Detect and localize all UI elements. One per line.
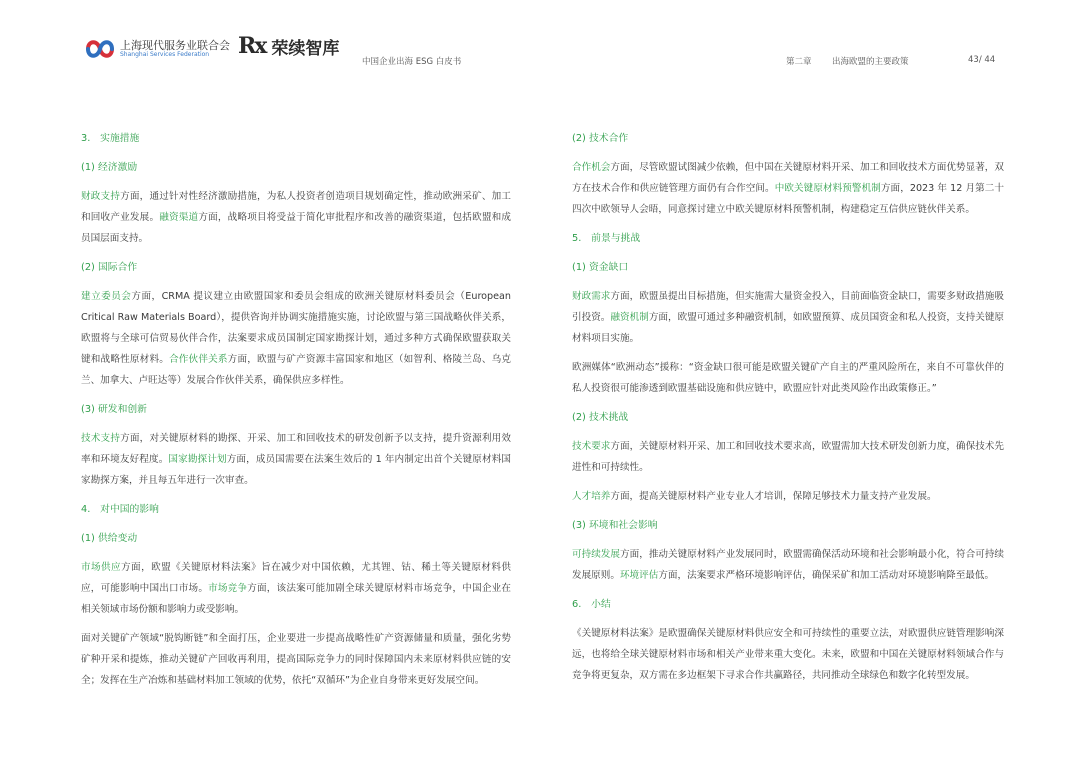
keyword: 市场供应 <box>81 562 122 573</box>
ssf-logo <box>84 36 230 62</box>
page-number: 43/ 44 <box>968 55 996 65</box>
paragraph <box>572 486 1004 507</box>
subsection-heading: (2) 国际合作 <box>81 262 138 273</box>
text: 方面，提高关键原材料产业专业人才培训，保障足够技术力量支持产业发展。 <box>610 491 937 502</box>
text: 方面，成员国需要在法案生效后的 1 年内制定出首个关键原材料国家勘探方案，并且每五年进行一次审查。 <box>81 454 512 486</box>
right-column <box>572 128 1004 686</box>
subsection-heading: (1) 供给变动 <box>81 533 138 544</box>
subsection-heading: (3) 环境和社会影响 <box>572 520 658 531</box>
chapter-label: 第二章 <box>786 57 812 67</box>
text: 方面，尽管欧盟试图减少依赖，但中国在关键原材料开采、加工和回收技术方面优势显著，双方在技术合作和供应链管理方面仍有合作空间。 <box>572 162 1005 194</box>
paragraph: 面对关键矿产领域“脱钩断链”和全面打压，企业要进一步提高战略性矿产资源储量和质量，强化劣势矿种开采和提炼，推动关键矿产回收再利用，提高国际竞争力的同时保障国内未来原材料供应链的安全；发挥在生产冶炼和基础材料加工领域的优势，依托“双循环”为企业自身带来更好发展空间。 <box>81 633 511 686</box>
text: 方面，2023 年 12 月第二十四次中欧领导人会晤，同意探讨建立中欧关键原材料预警机制，构建稳定互信供应链伙伴关系。 <box>572 183 1005 215</box>
keyword: 建立委员会 <box>81 291 132 302</box>
keyword: 国家勘探计划 <box>168 454 227 465</box>
text: 方面，欧盟可通过多种融资机制，如欧盟预算、成员国资金和私人投资，支持关键原材料项目实施。 <box>572 312 1005 344</box>
keyword: 人才培养 <box>572 491 611 502</box>
text: 方面，对关键原材料的勘探、开采、加工和回收技术的研发创新予以支持，提升资源利用效率和环境友好程度。 <box>81 433 512 465</box>
brand-name: 荣续智库 <box>271 38 340 59</box>
paragraph <box>81 557 511 620</box>
subsection-heading: (1) 经济激励 <box>81 162 138 173</box>
rx-mark-text: Rx <box>238 33 266 59</box>
left-column <box>81 128 511 691</box>
ssf-logo-icon <box>84 36 116 62</box>
subsection-heading: (3) 研发和创新 <box>81 404 147 415</box>
keyword: 融资渠道 <box>159 212 199 223</box>
section-heading: 4. 对中国的影响 <box>81 504 159 515</box>
keyword: 市场竞争 <box>208 583 248 594</box>
text: 方面，欧盟虽提出目标措施，但实施需大量资金投入，目前面临资金缺口，需要多财政措施吸引投资。 <box>572 291 1005 323</box>
doc-title: 中国企业出海 ESG 白皮书 <box>362 57 462 67</box>
section-heading: 6. 小结 <box>572 599 611 610</box>
keyword: 财政支持 <box>81 191 121 202</box>
keyword: 合作机会 <box>572 162 611 173</box>
paragraph: 欧洲媒体“欧洲动态”援称：“资金缺口很可能是欧盟关键矿产自主的严重风险所在，来自不可靠伙伴的私人投资很可能渗透到欧盟基础设施和供应链中，欧盟应针对此类风险作出政策修正。” <box>572 362 1004 394</box>
keyword: 可持续发展 <box>572 549 621 560</box>
paragraph: 《关键原材料法案》是欧盟确保关键原材料供应安全和可持续性的重要立法，对欧盟供应链管理影响深远，也将给全球关键原材料市场和相关产业带来重大变化。未来，欧盟和中国在关键原材料领域合作与竞争将更复杂，双方需在多边框架下寻求合作共赢路径，共同推动全球绿色和数字化转型发展。 <box>572 628 1004 681</box>
subsection-heading: (2) 技术合作 <box>572 133 629 144</box>
text: 方面，通过针对性经济激励措施，为私人投资者创造项目规划确定性，推动欧洲采矿、加工和回收产业发展。 <box>81 191 512 223</box>
page-header <box>0 0 1080 80</box>
paragraph <box>81 428 511 491</box>
keyword: 合作伙伴关系 <box>169 354 228 365</box>
keyword: 财政需求 <box>572 291 611 302</box>
chapter-title: 出海欧盟的主要政策 <box>832 57 909 67</box>
paragraph <box>572 157 1004 220</box>
org-name-cn: 上海现代服务业联合会 <box>120 39 230 53</box>
paragraph <box>81 186 511 249</box>
paragraph <box>572 436 1004 478</box>
section-heading: 5. 前景与挑战 <box>572 233 641 244</box>
text: 方面，欧盟与矿产资源丰富国家和地区（如智利、格陵兰岛、乌克兰、加拿大、卢旺达等）发展合作伙伴关系，确保供应多样性。 <box>81 354 512 386</box>
rongxu-logo <box>238 33 339 59</box>
keyword: 环境评估 <box>619 570 659 581</box>
subsection-heading: (2) 技术挑战 <box>572 412 629 423</box>
keyword: 技术要求 <box>572 441 611 452</box>
subsection-heading: (1) 资金缺口 <box>572 262 629 273</box>
text: 方面，推动关键原材料产业发展同时，欧盟需确保活动环境和社会影响最小化，符合可持续发展原则。 <box>572 549 1005 581</box>
text: 方面，该法案可能加剧全球关键原材料市场竞争，中国企业在相关领域市场份额和影响力或受影响。 <box>81 583 512 615</box>
paragraph <box>572 544 1004 586</box>
keyword: 技术支持 <box>81 433 121 444</box>
paragraph <box>81 286 511 391</box>
org-name-en: Shanghai Services Federation <box>120 50 210 58</box>
text: 方面，法案要求严格环境影响评估，确保采矿和加工活动对环境影响降至最低。 <box>658 570 995 581</box>
section-heading: 3. 实施措施 <box>81 133 140 144</box>
text: 方面，战略项目将受益于简化审批程序和改善的融资渠道，包括欧盟和成员国层面支持。 <box>81 212 512 244</box>
paragraph <box>572 286 1004 349</box>
text: 方面，欧盟《关键原材料法案》旨在减少对中国依赖，尤其锂、钴、稀土等关键原材料供应，可能影响中国出口市场。 <box>81 562 512 594</box>
keyword: 融资机制 <box>610 312 649 323</box>
text: 方面，关键原材料开采、加工和回收技术要求高，欧盟需加大技术研发创新力度，确保技术先进性和可持续性。 <box>572 441 1005 473</box>
rx-mark <box>238 33 265 59</box>
text: 方面，CRMA 提议建立由欧盟国家和委员会组成的欧洲关键原材料委员会（European Critical Raw Materials Board），提供咨询并协调实施措施实施，讨论欧盟与第三国战略伙伴关系，欧盟将与全球可信贸易伙伴合作，法案要求成员国制定国家勘探计划，通过多种方式确保欧盟获取关键和战略性原材料。 <box>81 291 512 365</box>
keyword: 中欧关键原材料预警机制 <box>774 183 881 194</box>
